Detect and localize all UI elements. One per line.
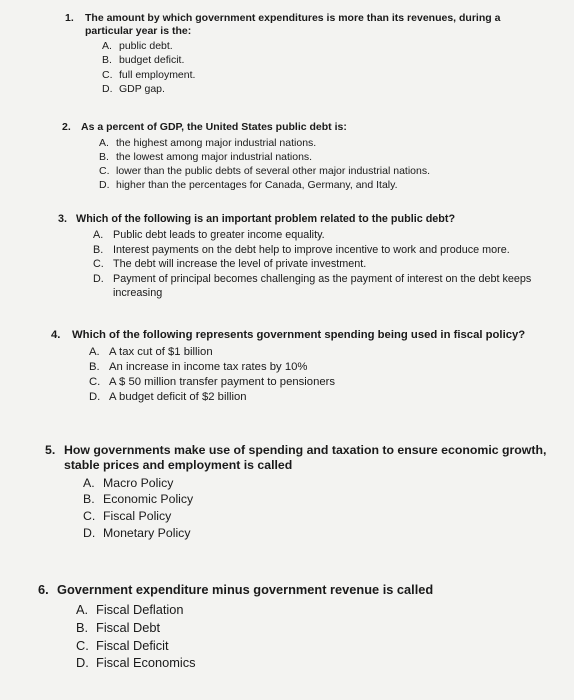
question-stem [45,443,555,473]
question-number: 4. [51,329,61,341]
option-text: Fiscal Deflation [96,602,184,618]
option-letter: C. [83,509,96,524]
option-text: A tax cut of $1 billion [109,345,213,358]
option-text: Monetary Policy [103,526,191,541]
option-text: An increase in income tax rates by 10% [109,360,308,373]
option-letter: B. [76,620,89,635]
question-number: 5. [45,443,56,457]
option-text: the lowest among major industrial nations. [116,150,313,163]
question-text: Which of the following is an important problem related to the public debt? [76,213,456,225]
option-letter: C. [89,376,101,389]
option-a[interactable] [99,136,552,150]
option-letter: B. [89,360,100,373]
option-text: Fiscal Policy [103,509,172,524]
option-c[interactable] [83,508,555,525]
option-text: GDP gap. [119,82,165,95]
question-text: Which of the following represents government spending being used in fiscal policy? [72,329,526,341]
options-list [89,345,561,406]
option-text: public debt. [119,40,173,53]
option-letter: B. [102,54,112,67]
option-a[interactable] [89,345,561,360]
option-letter: C. [102,68,113,81]
question-number: 6. [38,582,49,597]
question-number: 1. [65,12,74,24]
question-text: As a percent of GDP, the United States public debt is: [81,121,347,133]
option-letter: D. [93,272,104,285]
option-text: A $ 50 million transfer payment to pensioners [109,376,336,389]
option-b[interactable] [83,491,555,508]
question-text: The amount by which government expenditures is more than its revenues, during a particular year is the: [85,12,501,37]
option-text: full employment. [119,68,196,81]
option-letter: D. [83,526,96,541]
question-5 [45,443,555,542]
option-letter: B. [99,150,109,163]
option-letter: D. [76,655,89,671]
option-text: The debt will increase the level of private investment. [113,258,367,271]
question-stem [38,582,548,597]
question-text: Government expenditure minus government revenue is called [57,582,434,597]
question-6 [38,582,548,672]
option-text: Fiscal Deficit [96,637,169,653]
option-a[interactable] [93,228,558,243]
options-list [99,136,552,193]
option-b[interactable] [102,53,545,67]
option-d[interactable] [93,272,558,301]
question-2 [62,121,552,192]
option-a[interactable] [83,475,555,492]
option-b[interactable] [89,360,561,375]
option-text: Macro Policy [103,475,174,490]
option-d[interactable] [89,390,561,405]
options-list [93,228,558,301]
option-letter: A. [83,475,95,490]
option-text: higher than the percentages for Canada, Germany, and Italy. [116,179,398,192]
options-list [102,39,545,96]
option-c[interactable] [99,164,552,178]
option-b[interactable] [93,243,558,258]
option-c[interactable] [102,68,545,82]
option-letter: D. [89,391,101,404]
option-d[interactable] [76,654,548,672]
option-a[interactable] [102,39,545,53]
option-text: budget deficit. [119,54,185,67]
options-list [76,601,548,672]
option-c[interactable] [89,375,561,390]
question-text: How governments make use of spending and taxation to ensure economic growth, stable prices and employment is called [64,443,547,472]
option-letter: C. [76,637,89,653]
question-number: 2. [62,121,71,133]
option-c[interactable] [76,637,548,655]
option-d[interactable] [83,525,555,542]
option-text: Payment of principal becomes challenging as the payment of interest on the debt keeps increasing [113,272,532,300]
option-letter: B. [83,492,95,507]
option-text: Economic Policy [103,492,194,507]
option-letter: A. [89,345,100,358]
option-b[interactable] [99,150,552,164]
question-stem [58,213,558,226]
option-letter: A. [76,602,89,618]
question-3 [58,213,558,301]
question-number: 3. [58,213,68,225]
option-letter: B. [93,243,104,256]
option-text: A budget deficit of $2 billion [109,391,247,404]
question-stem [65,12,545,37]
question-stem [51,329,561,343]
option-text: Interest payments on the debt help to improve incentive to work and produce more. [113,243,510,256]
option-letter: C. [99,164,110,177]
option-letter: D. [102,82,113,95]
option-text: Fiscal Debt [96,620,161,635]
option-d[interactable] [99,178,552,192]
question-1 [65,12,545,96]
option-text: Fiscal Economics [96,655,196,671]
question-stem [62,121,552,134]
options-list [83,475,555,543]
option-letter: D. [99,179,110,192]
option-a[interactable] [76,601,548,619]
option-letter: A. [93,228,104,241]
option-c[interactable] [93,257,558,272]
option-d[interactable] [102,82,545,96]
option-letter: C. [93,258,104,271]
option-text: the highest among major industrial nations. [116,136,317,149]
option-text: lower than the public debts of several other major industrial nations. [116,164,431,177]
question-4 [51,329,561,406]
option-b[interactable] [76,619,548,637]
option-letter: A. [99,136,109,149]
option-text: Public debt leads to greater income equality. [113,228,325,241]
option-letter: A. [102,40,112,53]
